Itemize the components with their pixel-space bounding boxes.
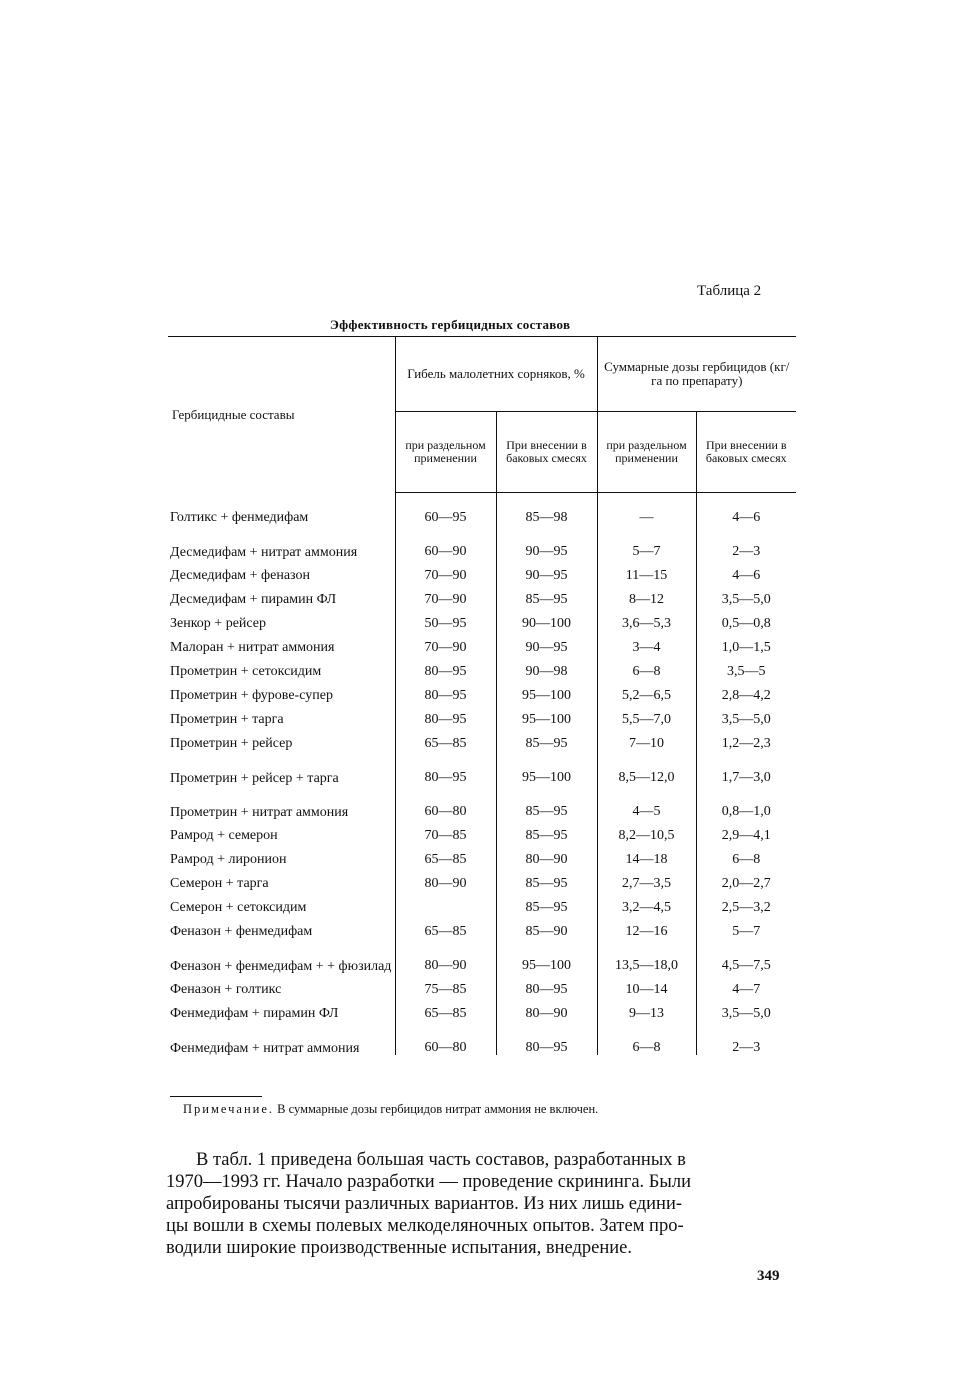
- death-separate: 70—90: [395, 583, 496, 607]
- paragraph-line: В табл. 1 приведена большая часть составов, разработанных в: [196, 1150, 686, 1170]
- dose-separate: 5—7: [597, 525, 696, 559]
- composition-name: Прометрин + тарга: [170, 712, 284, 727]
- table-note: [183, 1102, 598, 1117]
- composition-name: Рамрод + семерон: [170, 828, 278, 843]
- header-dose-tank: При внесении в баковых смесях: [696, 412, 796, 493]
- dose-tank: 2,0—2,7: [696, 867, 796, 891]
- header-death-separate: при раздельном применении: [395, 412, 496, 493]
- composition-name: Феназон + голтикс: [170, 982, 282, 997]
- dose-separate: 9—13: [597, 997, 696, 1021]
- dose-separate: 3—4: [597, 631, 696, 655]
- table-row: [168, 525, 796, 559]
- death-tank: 90—100: [496, 607, 597, 631]
- dose-tank: 2,5—3,2: [696, 891, 796, 915]
- dose-separate: 8—12: [597, 583, 696, 607]
- table-row: [168, 843, 796, 867]
- death-tank: 80—95: [496, 973, 597, 997]
- table-row: [168, 727, 796, 751]
- death-separate: 65—85: [395, 727, 496, 751]
- death-tank: 90—95: [496, 525, 597, 559]
- composition-name: Семерон + тарга: [170, 876, 269, 891]
- composition-name: Фенмедифам + пирамин ФЛ: [170, 1006, 339, 1021]
- dose-tank: 2,9—4,1: [696, 819, 796, 843]
- dose-tank: 3,5—5,0: [696, 583, 796, 607]
- death-tank: 85—95: [496, 819, 597, 843]
- table-row: [168, 559, 796, 583]
- death-tank: 85—95: [496, 583, 597, 607]
- table-row: [168, 1021, 796, 1055]
- death-tank: 85—95: [496, 727, 597, 751]
- death-separate: [395, 891, 496, 915]
- composition-name: Десмедифам + феназон: [170, 568, 310, 583]
- page-number: 349: [757, 1268, 780, 1284]
- table-row: [168, 607, 796, 631]
- death-tank: 95—100: [496, 751, 597, 785]
- death-separate: 65—85: [395, 997, 496, 1021]
- dose-separate: 3,6—5,3: [597, 607, 696, 631]
- dose-tank: 1,0—1,5: [696, 631, 796, 655]
- table-row: [168, 997, 796, 1021]
- death-tank: 80—90: [496, 997, 597, 1021]
- death-tank: 90—98: [496, 655, 597, 679]
- dose-tank: 0,5—0,8: [696, 607, 796, 631]
- death-separate: 80—95: [395, 679, 496, 703]
- death-tank: 95—100: [496, 703, 597, 727]
- header-weed-death: Гибель малолетних сорняков, %: [395, 337, 597, 412]
- herbicide-table: [168, 336, 796, 1055]
- dose-tank: 3,5—5,0: [696, 703, 796, 727]
- dose-separate: 13,5—18,0: [597, 939, 696, 973]
- body-paragraph: [166, 1149, 800, 1259]
- composition-name: Фенмедифам + нитрат аммония: [170, 1041, 360, 1056]
- composition-name: Десмедифам + нитрат аммония: [170, 545, 358, 560]
- death-tank: 85—95: [496, 785, 597, 819]
- note-text: В суммарные дозы гербицидов нитрат аммония не включен.: [277, 1102, 599, 1116]
- table-row: [168, 631, 796, 655]
- death-tank: 85—98: [496, 501, 597, 525]
- composition-name: Прометрин + фурове-супер: [170, 688, 333, 703]
- dose-tank: 3,5—5: [696, 655, 796, 679]
- table-row: [168, 939, 796, 973]
- death-separate: 70—90: [395, 631, 496, 655]
- table-row: [168, 973, 796, 997]
- paragraph-line: цы вошли в схемы полевых мелкоделяночных опытов. Затем про-: [166, 1216, 684, 1236]
- death-separate: 65—85: [395, 843, 496, 867]
- table-row: [168, 915, 796, 939]
- death-tank: 85—95: [496, 891, 597, 915]
- composition-name: Прометрин + рейсер: [170, 736, 293, 751]
- dose-separate: 11—15: [597, 559, 696, 583]
- dose-tank: 2,8—4,2: [696, 679, 796, 703]
- dose-separate: 4—5: [597, 785, 696, 819]
- dose-separate: 5,2—6,5: [597, 679, 696, 703]
- table-row: [168, 751, 796, 785]
- death-tank: 85—95: [496, 867, 597, 891]
- paragraph-line: 1970—1993 гг. Начало разработки — проведение скрининга. Были: [166, 1172, 691, 1192]
- death-tank: 80—90: [496, 843, 597, 867]
- dose-tank: 4—6: [696, 501, 796, 525]
- table-row: [168, 819, 796, 843]
- death-tank: 80—95: [496, 1021, 597, 1055]
- death-separate: 50—95: [395, 607, 496, 631]
- composition-name: Прометрин + сетоксидим: [170, 664, 322, 679]
- death-tank: 95—100: [496, 939, 597, 973]
- table-row: [168, 891, 796, 915]
- composition-name: Семерон + сетоксидим: [170, 900, 307, 915]
- dose-separate: 6—8: [597, 1021, 696, 1055]
- dose-tank: 3,5—5,0: [696, 997, 796, 1021]
- composition-name: Прометрин + рейсер + тарга: [170, 771, 339, 786]
- header-compositions: Гербицидные составы: [168, 337, 395, 493]
- death-separate: 65—85: [395, 915, 496, 939]
- dose-separate: 8,2—10,5: [597, 819, 696, 843]
- death-separate: 80—95: [395, 703, 496, 727]
- death-separate: 70—90: [395, 559, 496, 583]
- dose-tank: 1,2—2,3: [696, 727, 796, 751]
- table-row: [168, 655, 796, 679]
- table-row: [168, 703, 796, 727]
- dose-tank: 2—3: [696, 525, 796, 559]
- composition-name: Прометрин + нитрат аммония: [170, 805, 349, 820]
- dose-separate: —: [597, 501, 696, 525]
- death-separate: 80—90: [395, 939, 496, 973]
- dose-tank: 0,8—1,0: [696, 785, 796, 819]
- dose-separate: 2,7—3,5: [597, 867, 696, 891]
- table-row: [168, 583, 796, 607]
- paragraph-line: апробированы тысячи различных вариантов. Из них лишь едини-: [166, 1194, 683, 1214]
- dose-tank: 1,7—3,0: [696, 751, 796, 785]
- dose-separate: 3,2—4,5: [597, 891, 696, 915]
- dose-separate: 5,5—7,0: [597, 703, 696, 727]
- death-separate: 60—80: [395, 1021, 496, 1055]
- table-row: [168, 785, 796, 819]
- header-death-tank: При внесении в баковых смесях: [496, 412, 597, 493]
- dose-separate: 14—18: [597, 843, 696, 867]
- dose-tank: 4—6: [696, 559, 796, 583]
- death-tank: 90—95: [496, 559, 597, 583]
- paragraph-line: водили широкие производственные испытания, внедрение.: [166, 1238, 632, 1258]
- death-separate: 60—95: [395, 501, 496, 525]
- composition-name: Зенкор + рейсер: [170, 616, 267, 631]
- table-row: [168, 679, 796, 703]
- dose-tank: 6—8: [696, 843, 796, 867]
- composition-name: Феназон + фенмедифам + + фюзилад: [170, 959, 392, 974]
- dose-separate: 8,5—12,0: [597, 751, 696, 785]
- dose-separate: 10—14: [597, 973, 696, 997]
- dose-separate: 6—8: [597, 655, 696, 679]
- header-total-doses: Суммарные дозы гербицидов (кг/га по препарату): [597, 337, 796, 412]
- dose-tank: 5—7: [696, 915, 796, 939]
- death-tank: 85—90: [496, 915, 597, 939]
- death-separate: 70—85: [395, 819, 496, 843]
- table-row: [168, 867, 796, 891]
- composition-name: Рамрод + лиронион: [170, 852, 287, 867]
- dose-separate: 12—16: [597, 915, 696, 939]
- dose-tank: 4,5—7,5: [696, 939, 796, 973]
- death-separate: 60—80: [395, 785, 496, 819]
- death-tank: 90—95: [496, 631, 597, 655]
- composition-name: Голтикс + фенмедифам: [170, 510, 309, 525]
- dose-tank: 4—7: [696, 973, 796, 997]
- dose-separate: 7—10: [597, 727, 696, 751]
- death-tank: 95—100: [496, 679, 597, 703]
- death-separate: 80—90: [395, 867, 496, 891]
- composition-name: Феназон + фенмедифам: [170, 924, 313, 939]
- table-row: [168, 501, 796, 525]
- table-title: Эффективность гербицидных составов: [330, 317, 571, 332]
- composition-name: Малоран + нитрат аммония: [170, 640, 335, 655]
- note-lead: Примечание.: [183, 1102, 275, 1116]
- header-dose-separate: при раздельном применении: [597, 412, 696, 493]
- death-separate: 60—90: [395, 525, 496, 559]
- death-separate: 75—85: [395, 973, 496, 997]
- death-separate: 80—95: [395, 751, 496, 785]
- table-label: Таблица 2: [697, 283, 762, 299]
- footnote-divider: [170, 1096, 262, 1097]
- dose-tank: 2—3: [696, 1021, 796, 1055]
- composition-name: Десмедифам + пирамин ФЛ: [170, 592, 337, 607]
- death-separate: 80—95: [395, 655, 496, 679]
